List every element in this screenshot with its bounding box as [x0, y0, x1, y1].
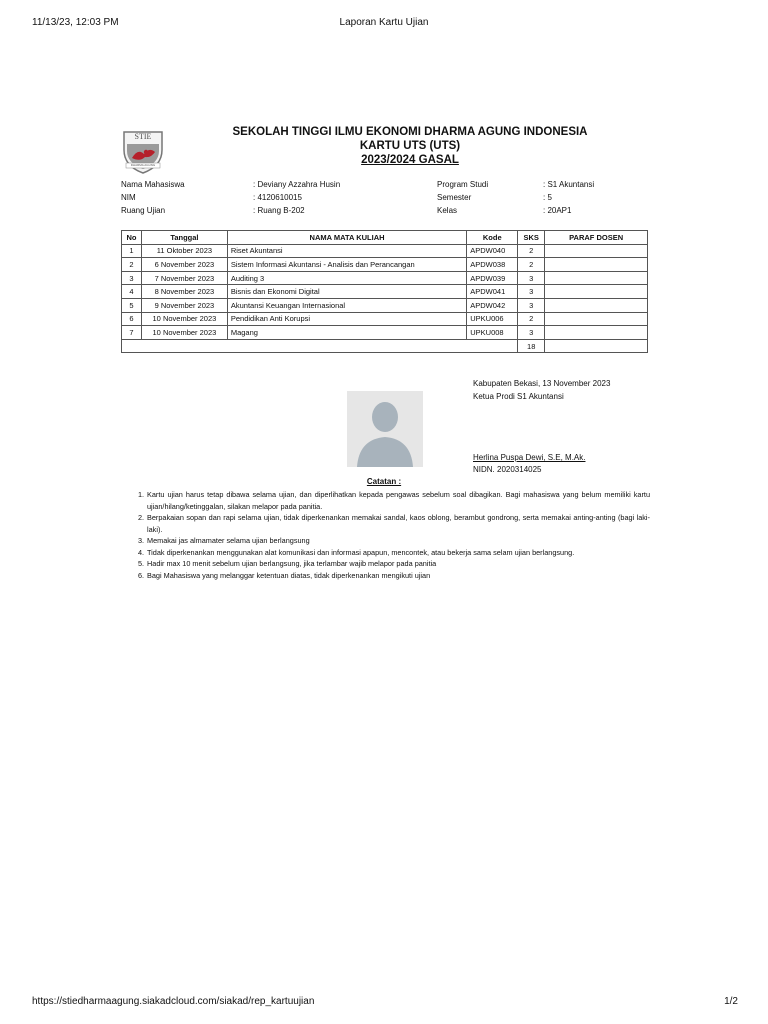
note-text: Memakai jas almamater selama ujian berlangsung — [147, 536, 310, 545]
name-value: : Deviany Azzahra Husin — [253, 180, 341, 189]
list-item — [138, 489, 650, 512]
row-no: 2 — [122, 258, 142, 272]
note-number: 1. — [138, 490, 145, 499]
row-sign-cell — [545, 326, 648, 340]
row-sks: 3 — [518, 298, 545, 312]
total-label-cell — [122, 339, 518, 353]
row-date: 9 November 2023 — [141, 298, 227, 312]
notes-list — [138, 489, 650, 581]
table-row — [122, 285, 648, 299]
row-course: Riset Akuntansi — [227, 244, 466, 258]
row-no: 5 — [122, 298, 142, 312]
person-silhouette-icon — [347, 391, 423, 467]
table-row — [122, 298, 648, 312]
note-text: Hadir max 10 menit sebelum ujian berlangsung, jika terlambar wajib melapor pada panitia — [147, 559, 437, 568]
row-sign-cell — [545, 271, 648, 285]
name-label: Nama Mahasiswa — [121, 180, 185, 189]
row-course: Sistem Informasi Akuntansi - Analisis dan Perancangan — [227, 258, 466, 272]
note-number: 4. — [138, 547, 145, 557]
list-item — [138, 570, 650, 582]
print-url: https://stiedharmaagung.siakadcloud.com/siakad/rep_kartuujian — [32, 996, 315, 1007]
program-value: : S1 Akuntansi — [543, 180, 595, 189]
row-sks: 2 — [518, 244, 545, 258]
total-row — [122, 339, 648, 353]
room-label: Ruang Ujian — [121, 206, 166, 215]
row-sks: 2 — [518, 312, 545, 326]
note-text: Berpakaian sopan dan rapi selama ujian, tidak diperkenankan memakai sandal, kaos oblong, berambut gondrong, serta memakai anting-anting (bagi laki-laki). — [147, 513, 650, 534]
sign-place-date: Kabupaten Bekasi, 13 November 2023 — [473, 379, 611, 388]
row-sign-cell — [545, 258, 648, 272]
student-photo-placeholder — [347, 391, 423, 467]
notes-title-text: Catatan : — [366, 477, 402, 486]
print-page-title: Laporan Kartu Ujian — [339, 17, 429, 28]
row-sign-cell — [545, 298, 648, 312]
card-type: KARTU UTS (UTS) — [359, 140, 461, 152]
signer-name: Herlina Puspa Dewi, S.E, M.Ak. — [473, 453, 586, 462]
note-text: Bagi Mahasiswa yang melanggar ketentuan diatas, tidak diperkenankan mengikuti ujian — [147, 570, 431, 580]
col-no-header: No — [122, 231, 142, 245]
row-code: APDW041 — [467, 285, 518, 299]
col-code-header: Kode — [467, 231, 518, 245]
sign-position: Ketua Prodi S1 Akuntansi — [473, 392, 564, 401]
class-label: Kelas — [437, 206, 458, 215]
row-course: Magang — [227, 326, 466, 340]
row-no: 3 — [122, 271, 142, 285]
list-item — [138, 535, 650, 547]
list-item — [138, 512, 650, 535]
row-date: 6 November 2023 — [141, 258, 227, 272]
exam-schedule-table — [121, 230, 648, 353]
row-course: Bisnis dan Ekonomi Digital — [227, 285, 466, 299]
row-code: UPKU006 — [467, 312, 518, 326]
note-number: 2. — [138, 513, 145, 522]
row-sign-cell — [545, 312, 648, 326]
institution-name: SEKOLAH TINGGI ILMU EKONOMI DHARMA AGUNG INDONESIA — [232, 126, 588, 138]
row-course: Auditing 3 — [227, 271, 466, 285]
row-date: 7 November 2023 — [141, 271, 227, 285]
row-date: 10 November 2023 — [141, 326, 227, 340]
row-date: 8 November 2023 — [141, 285, 227, 299]
row-sks: 3 — [518, 326, 545, 340]
row-sks: 3 — [518, 285, 545, 299]
col-sign-header: PARAF DOSEN — [545, 231, 648, 245]
print-page-number: 1/2 — [724, 996, 738, 1007]
table-row — [122, 312, 648, 326]
total-sign-cell — [545, 339, 648, 353]
academic-period — [200, 154, 620, 166]
class-value: : 20AP1 — [543, 206, 572, 215]
semester-label: Semester — [437, 193, 472, 202]
note-number: 3. — [138, 536, 145, 545]
semester-value: : 5 — [543, 193, 552, 202]
print-datetime: 11/13/23, 12:03 PM — [32, 17, 119, 28]
col-sks-header: SKS — [518, 231, 545, 245]
table-row — [122, 258, 648, 272]
row-no: 1 — [122, 244, 142, 258]
academic-period-text: 2023/2024 GASAL — [361, 154, 459, 166]
table-header-row — [122, 231, 648, 245]
logo-text: STIE — [134, 132, 152, 141]
row-no: 6 — [122, 312, 142, 326]
row-code: APDW038 — [467, 258, 518, 272]
list-item — [138, 547, 650, 559]
row-sks: 3 — [518, 271, 545, 285]
row-code: APDW040 — [467, 244, 518, 258]
row-code: APDW042 — [467, 298, 518, 312]
institution-logo — [118, 128, 168, 174]
notes-title — [0, 477, 768, 486]
row-sign-cell — [545, 244, 648, 258]
row-course: Pendidikan Anti Korupsi — [227, 312, 466, 326]
row-code: UPKU008 — [467, 326, 518, 340]
row-no: 4 — [122, 285, 142, 299]
row-course: Akuntansi Keuangan Internasional — [227, 298, 466, 312]
list-item — [138, 558, 650, 570]
note-text: Tidak diperkenankan menggunakan alat komunikasi dan informasi apapun, mencontek, atau bekerja sama selam ujian berlangsung. — [147, 547, 575, 557]
row-date: 11 Oktober 2023 — [141, 244, 227, 258]
table-row — [122, 326, 648, 340]
signer-nidn: NIDN. 2020314025 — [473, 465, 542, 474]
row-sks: 2 — [518, 258, 545, 272]
note-number: 5. — [138, 559, 145, 568]
col-date-header: Tanggal — [141, 231, 227, 245]
row-sign-cell — [545, 285, 648, 299]
note-text: Kartu ujian harus tetap dibawa selama ujian, dan diperlihatkan kepada pengawas sebelum soal dibagikan. Bagi mahasiswa yang belum memiliki kartu ujian/hilang/ketinggalan, silakan melapor pada panitia. — [147, 490, 650, 511]
nim-label: NIM — [121, 193, 136, 202]
total-sks: 18 — [518, 339, 545, 353]
row-date: 10 November 2023 — [141, 312, 227, 326]
nim-value: : 4120610015 — [253, 193, 302, 202]
col-course-header: NAMA MATA KULIAH — [227, 231, 466, 245]
room-value: : Ruang B-202 — [253, 206, 305, 215]
row-code: APDW039 — [467, 271, 518, 285]
program-label: Program Studi — [437, 180, 489, 189]
table-row — [122, 244, 648, 258]
table-row — [122, 271, 648, 285]
row-no: 7 — [122, 326, 142, 340]
note-number: 6. — [138, 570, 145, 580]
logo-subtext: DHARMA AGUNG — [130, 163, 156, 167]
